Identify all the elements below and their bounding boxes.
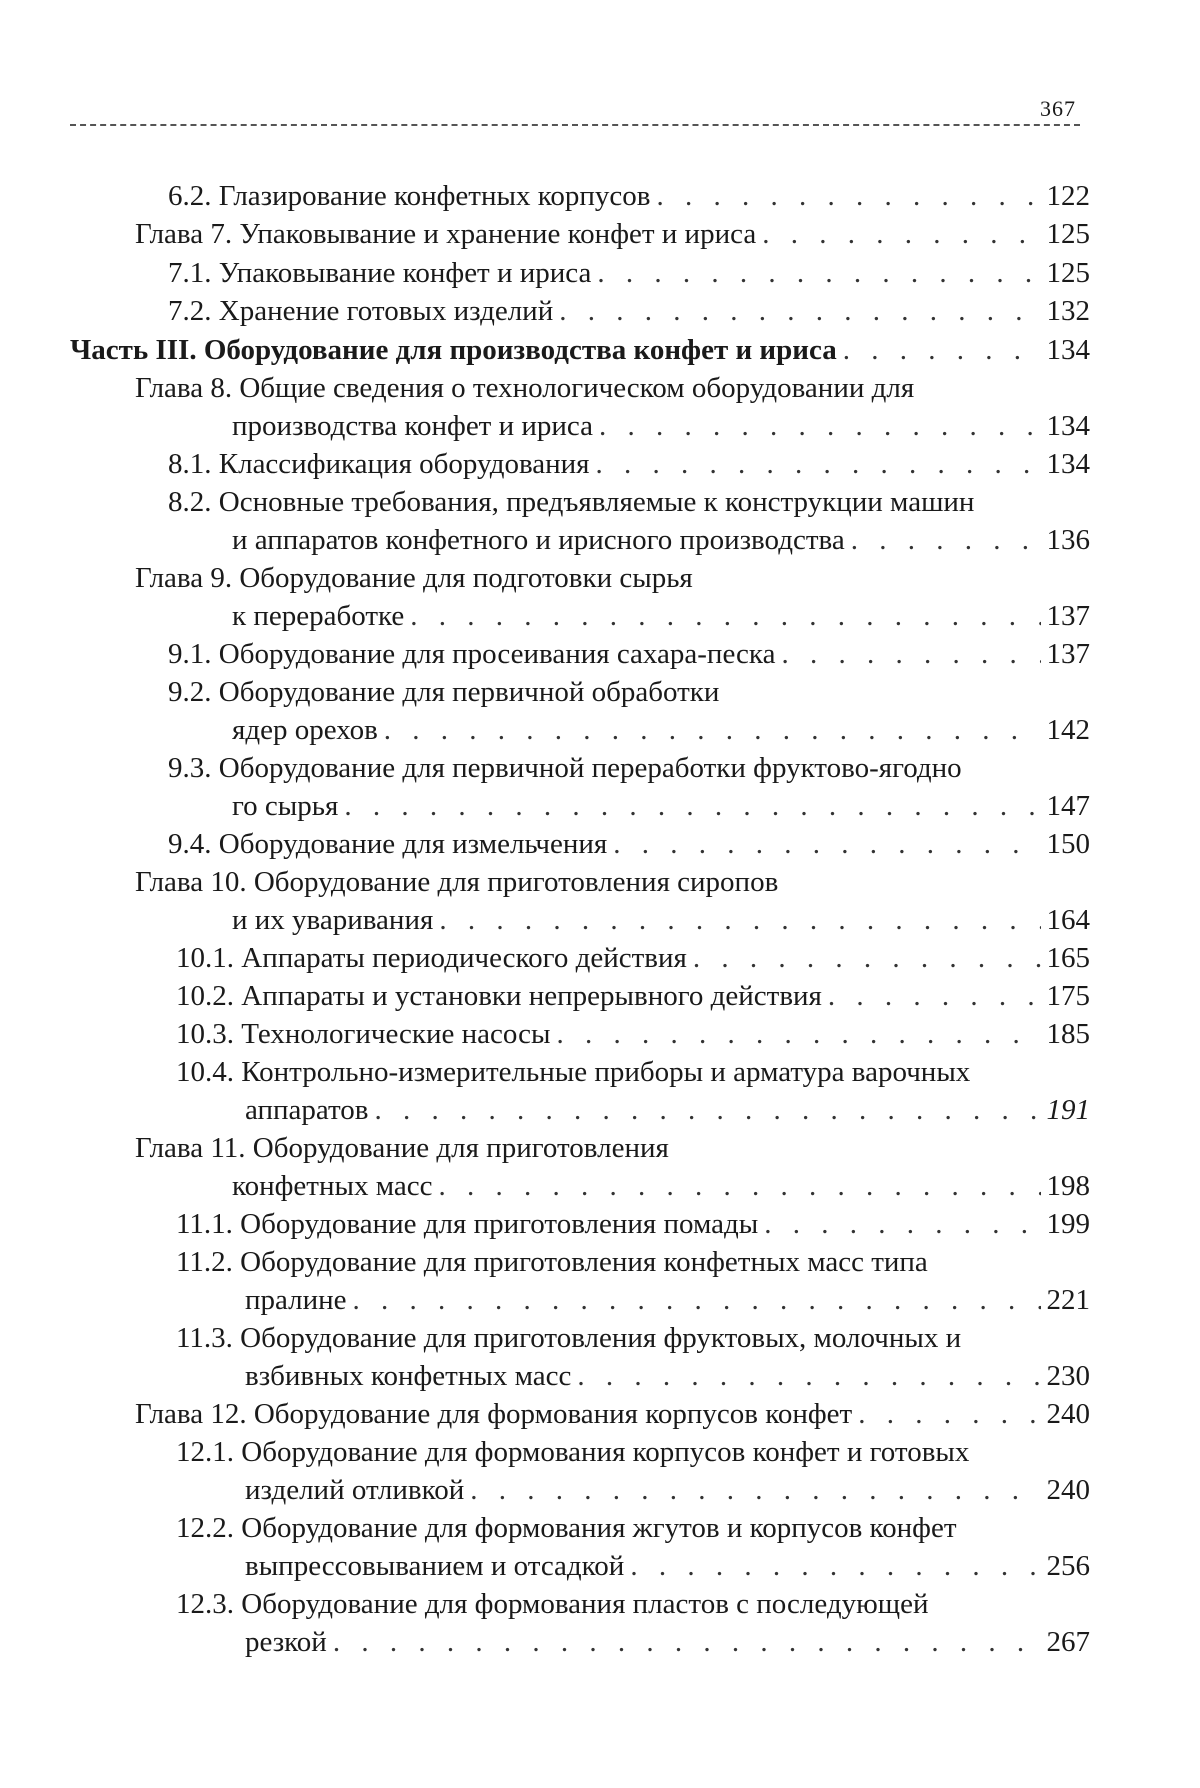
dot-leader xyxy=(828,976,1041,1016)
toc-entry-continuation xyxy=(232,1166,1090,1206)
toc-entry xyxy=(168,634,1090,674)
toc-entry-text: выпрессовыванием и отсадкой xyxy=(245,1550,625,1582)
dot-leader xyxy=(843,330,1041,370)
toc-entry-text: 8.1. Классификация оборудования xyxy=(168,448,590,480)
dot-leader xyxy=(597,253,1040,293)
toc-entry-page: 137 xyxy=(1046,600,1090,632)
toc-entry-page: 134 xyxy=(1046,448,1090,480)
dot-leader xyxy=(333,1622,1041,1662)
toc-entry-text: пралине xyxy=(245,1284,347,1316)
toc-entry-continuation xyxy=(245,1356,1090,1396)
toc-entry-continuation xyxy=(245,1280,1090,1320)
toc-entry-text: 6.2. Глазирование конфетных корпусов xyxy=(168,180,651,212)
toc-entry-page: 125 xyxy=(1046,218,1090,250)
toc-entry-continuation xyxy=(245,1546,1090,1586)
toc-entry-page: 240 xyxy=(1046,1398,1090,1430)
toc-entry xyxy=(168,444,1090,484)
toc-entry xyxy=(176,938,1090,978)
dot-leader xyxy=(410,596,1040,636)
toc-entry-page: 191 xyxy=(1046,1094,1090,1126)
dot-leader xyxy=(851,520,1041,560)
toc-entry-text: Часть III. Оборудование для производства конфет и ириса xyxy=(70,334,837,366)
toc-entry-page: 199 xyxy=(1046,1208,1090,1240)
dot-leader xyxy=(439,900,1040,940)
toc-entry-text: Глава 12. Оборудование для формования корпусов конфет xyxy=(135,1398,853,1430)
dot-leader xyxy=(375,1090,1041,1130)
toc-entry xyxy=(168,482,1090,522)
toc-entry-text: резкой xyxy=(245,1626,327,1658)
toc-entry xyxy=(176,1052,1090,1092)
toc-entry-page: 240 xyxy=(1046,1474,1090,1506)
toc-entry xyxy=(135,214,1090,254)
toc-entry-page: 221 xyxy=(1046,1284,1090,1316)
toc-entry xyxy=(176,1014,1090,1054)
toc-entry-continuation xyxy=(232,900,1090,940)
toc-entry xyxy=(176,1508,1090,1548)
toc-entry xyxy=(168,176,1090,216)
toc-entry-page: 134 xyxy=(1046,334,1090,366)
toc-entry xyxy=(176,1432,1090,1472)
toc-entry-page: 185 xyxy=(1046,1018,1090,1050)
toc-entry xyxy=(176,1204,1090,1244)
toc-entry xyxy=(176,976,1090,1016)
toc-entry xyxy=(168,824,1090,864)
toc-entry xyxy=(168,291,1090,331)
toc-entry-page: 134 xyxy=(1046,410,1090,442)
toc-entry-text: Глава 7. Упаковывание и хранение конфет и ириса xyxy=(135,218,757,250)
toc-entry xyxy=(168,672,1090,712)
toc-entry xyxy=(176,1584,1090,1624)
header-rule xyxy=(70,124,1080,126)
toc-entry-text: 9.2. Оборудование для первичной обработки xyxy=(168,676,720,708)
toc-entry xyxy=(135,1394,1090,1434)
toc-entry-text: 7.2. Хранение готовых изделий xyxy=(168,295,554,327)
dot-leader xyxy=(557,1014,1041,1054)
toc-entry-page: 150 xyxy=(1046,828,1090,860)
dot-leader xyxy=(559,291,1040,331)
dot-leader xyxy=(384,710,1041,750)
toc-entry-page: 198 xyxy=(1046,1170,1090,1202)
toc-entry-text: 12.3. Оборудование для формования пластов с последующей xyxy=(176,1588,929,1620)
dot-leader xyxy=(344,786,1040,826)
toc-entry-page: 122 xyxy=(1046,180,1090,212)
toc-entry-continuation xyxy=(232,710,1090,750)
toc-entry-text: и аппаратов конфетного и ирисного производства xyxy=(232,524,845,556)
toc-entry-continuation xyxy=(232,406,1090,446)
dot-leader xyxy=(858,1394,1040,1434)
dot-leader xyxy=(781,634,1040,674)
toc-entry-text: производства конфет и ириса xyxy=(232,410,594,442)
dot-leader xyxy=(762,214,1040,254)
dot-leader xyxy=(439,1166,1041,1206)
dot-leader xyxy=(353,1280,1041,1320)
toc-entry-text: 9.4. Оборудование для измельчения xyxy=(168,828,608,860)
toc-entry-page: 164 xyxy=(1046,904,1090,936)
toc-entry-text: 12.1. Оборудование для формования корпусов конфет и готовых xyxy=(176,1436,970,1468)
toc-entry-text: Глава 8. Общие сведения о технологическом оборудовании для xyxy=(135,372,915,404)
toc-entry-text: изделий отливкой xyxy=(245,1474,465,1506)
toc-entry-continuation xyxy=(232,596,1090,636)
toc-entry-page: 136 xyxy=(1046,524,1090,556)
toc-entry-text: 9.1. Оборудование для просеивания сахара-песка xyxy=(168,638,776,670)
dot-leader xyxy=(656,176,1040,216)
toc-entry-page: 132 xyxy=(1046,295,1090,327)
toc-entry xyxy=(135,1128,1090,1168)
toc-entry-text: конфетных масс xyxy=(232,1170,433,1202)
toc-entry-text: 7.1. Упаковывание конфет и ириса xyxy=(168,257,592,289)
toc-entry-text: Глава 9. Оборудование для подготовки сырья xyxy=(135,562,693,594)
toc-entry-continuation xyxy=(232,786,1090,826)
dot-leader xyxy=(613,824,1040,864)
page-number: 367 xyxy=(1040,96,1076,121)
toc-entry-text: к переработке xyxy=(232,600,405,632)
toc-entry xyxy=(168,748,1090,788)
toc-entry xyxy=(176,1318,1090,1358)
dot-leader xyxy=(630,1546,1040,1586)
dot-leader xyxy=(764,1204,1040,1244)
toc-entry-text: и их уваривания xyxy=(232,904,434,936)
toc-entry-page: 175 xyxy=(1046,980,1090,1012)
toc-entry xyxy=(135,558,1090,598)
toc-entry-text: 11.2. Оборудование для приготовления конфетных масс типа xyxy=(176,1246,928,1278)
toc-entry-text: Глава 11. Оборудование для приготовления xyxy=(135,1132,669,1164)
dot-leader xyxy=(693,938,1041,978)
toc-entry-page: 256 xyxy=(1046,1550,1090,1582)
toc-entry-text: аппаратов xyxy=(245,1094,369,1126)
toc-entry-text: ядер орехов xyxy=(232,714,378,746)
dot-leader xyxy=(470,1470,1040,1510)
dot-leader xyxy=(596,444,1041,484)
dot-leader xyxy=(577,1356,1040,1396)
toc-entry-text: Глава 10. Оборудование для приготовления сиропов xyxy=(135,866,779,898)
toc-entry-page: 267 xyxy=(1046,1626,1090,1658)
toc-entry-page: 165 xyxy=(1046,942,1090,974)
toc-entry-page: 147 xyxy=(1046,790,1090,822)
toc-entry-page: 125 xyxy=(1046,257,1090,289)
toc-entry xyxy=(176,1242,1090,1282)
toc-entry-text: 12.2. Оборудование для формования жгутов и корпусов конфет xyxy=(176,1512,957,1544)
toc-entry-text: го сырья xyxy=(232,790,339,822)
toc-entry-page: 142 xyxy=(1046,714,1090,746)
toc-entry-text: 10.4. Контрольно-измерительные приборы и арматура варочных xyxy=(176,1056,971,1088)
toc-entry-text: 11.1. Оборудование для приготовления помады xyxy=(176,1208,759,1240)
toc-entry-text: 9.3. Оборудование для первичной переработки фруктово-ягодно xyxy=(168,752,962,784)
toc-entry xyxy=(135,368,1090,408)
toc-entry-text: 10.1. Аппараты периодического действия xyxy=(176,942,687,974)
toc-entry-text: взбивных конфетных масс xyxy=(245,1360,572,1392)
dot-leader xyxy=(599,406,1040,446)
toc-entry-text: 10.2. Аппараты и установки непрерывного действия xyxy=(176,980,822,1012)
toc-entry-text: 8.2. Основные требования, предъявляемые к конструкции машин xyxy=(168,486,975,518)
toc-entry-continuation xyxy=(232,520,1090,560)
toc-entry xyxy=(168,253,1090,293)
toc-part-entry xyxy=(70,330,1090,370)
toc-entry-text: 10.3. Технологические насосы xyxy=(176,1018,551,1050)
toc-entry-page: 230 xyxy=(1046,1360,1090,1392)
toc-entry-continuation xyxy=(245,1470,1090,1510)
toc-entry-continuation xyxy=(245,1090,1090,1130)
toc-entry xyxy=(135,862,1090,902)
toc-entry-page: 137 xyxy=(1046,638,1090,670)
toc-entry-text: 11.3. Оборудование для приготовления фруктовых, молочных и xyxy=(176,1322,962,1354)
toc-entry-continuation xyxy=(245,1622,1090,1662)
